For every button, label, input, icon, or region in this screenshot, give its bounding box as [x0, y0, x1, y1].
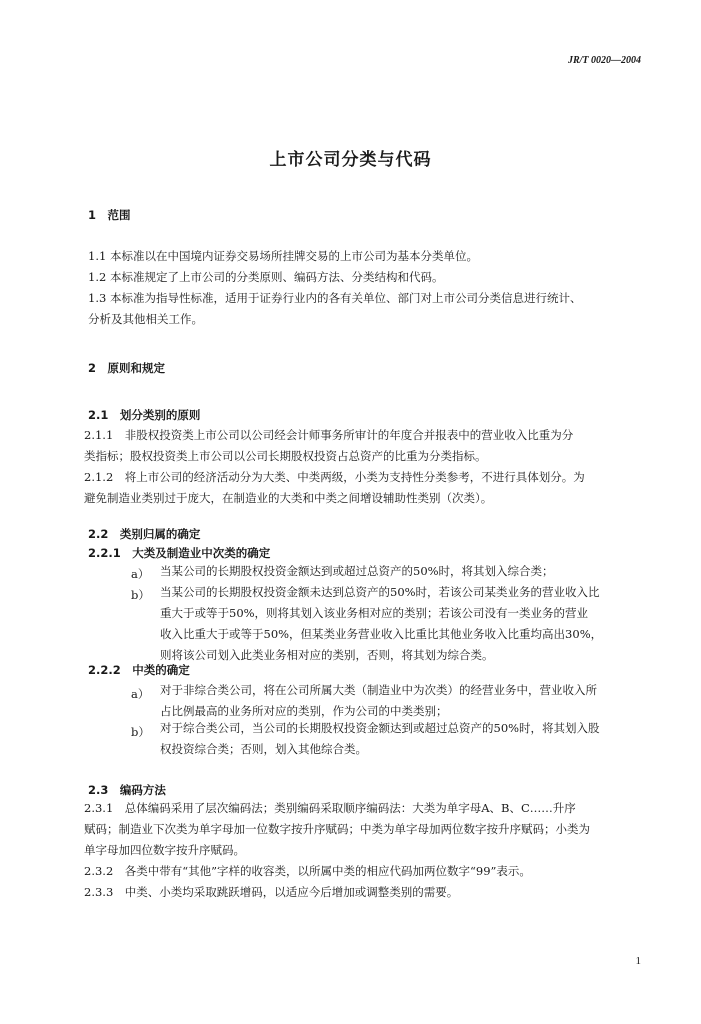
section-1-heading: 1 范围	[88, 208, 131, 222]
clause-2-1-1: 2.1.1 非股权投资类上市公司以公司经会计师事务所审计的年度合并报表中的营业收入比重为分	[84, 428, 574, 442]
item-label-a: a）	[131, 687, 150, 701]
item-label-a: a）	[131, 567, 150, 581]
item-2-2-1-a	[160, 561, 554, 582]
item-2-2-2-a	[160, 680, 597, 722]
item-text: 对于综合类公司，当公司的长期股权投资金额达到或超过总资产的50%时，将其划入股	[160, 721, 600, 735]
item-text: 当某公司的长期股权投资金额未达到总资产的50%时，若该公司某类业务的营业收入比	[160, 585, 600, 599]
section-2-3-heading: 2.3 编码方法	[88, 783, 166, 797]
clause-2-1-1-cont: 类指标；股权投资类上市公司以公司长期股权投资占总资产的比重为分类指标。	[84, 449, 487, 463]
item-text: 权投资综合类；否则，划入其他综合类。	[160, 742, 367, 756]
item-text: 占比例最高的业务所对应的类别，作为公司的中类类别；	[160, 704, 448, 718]
section-2-2-1-heading: 2.2.1 大类及制造业中次类的确定	[88, 546, 271, 560]
item-text: 当某公司的长期股权投资金额达到或超过总资产的50%时，将其划入综合类；	[160, 564, 554, 578]
item-text: 则将该公司划入此类业务相对应的类别，否则，将其划为综合类。	[160, 648, 494, 662]
clause-1-1: 1.1 本标准以在中国境内证券交易场所挂牌交易的上市公司为基本分类单位。	[88, 249, 478, 263]
standard-number: JR/T 0020—2004	[567, 55, 641, 66]
clause-1-3-cont: 分析及其他相关工作。	[88, 312, 203, 326]
section-2-heading: 2 原则和规定	[88, 361, 166, 375]
section-2-2-heading: 2.2 类别归属的确定	[88, 527, 201, 541]
section-1-body	[88, 246, 581, 330]
item-label-b: b）	[131, 588, 150, 602]
clause-2-1-2: 2.1.2 将上市公司的经济活动分为大类、中类两级，小类为支持性分类参考，不进行具体划分。为	[84, 470, 585, 484]
clause-1-3: 1.3 本标准为指导性标准，适用于证券行业内的各有关单位、部门对上市公司分类信息进行统计、	[88, 291, 582, 305]
section-2-2-2-heading: 2.2.2 中类的确定	[88, 663, 190, 677]
section-2-1-body	[84, 425, 585, 509]
item-2-2-2-b	[160, 718, 600, 760]
item-text: 收入比重大于或等于50%，但某类业务营业收入比重比其他业务收入比重均高出30%，	[160, 627, 603, 641]
page-number: 1	[635, 955, 641, 967]
item-2-2-1-b	[160, 582, 602, 666]
clause-2-3-1: 2.3.1 总体编码采用了层次编码法；类别编码采取顺序编码法：大类为单字母A、B、C……升序	[84, 801, 576, 815]
clause-2-1-2-cont: 避免制造业类别过于庞大，在制造业的大类和中类之间增设辅助性类别（次类）。	[84, 491, 493, 505]
clause-1-2: 1.2 本标准规定了上市公司的分类原则、编码方法、分类结构和代码。	[88, 270, 444, 284]
document-title: 上市公司分类与代码	[269, 150, 432, 170]
section-2-1-heading: 2.1 划分类别的原则	[88, 408, 201, 422]
clause-2-3-2: 2.3.2 各类中带有“其他”字样的收容类，以所属中类的相应代码加两位数字“99”表示。	[84, 864, 531, 878]
clause-2-3-1-cont: 单字母加四位数字按升序赋码。	[84, 843, 245, 857]
clause-2-3-3: 2.3.3 中类、小类均采取跳跃增码，以适应今后增加或调整类别的需要。	[84, 885, 459, 899]
item-text: 对于非综合类公司，将在公司所属大类（制造业中为次类）的经营业务中，营业收入所	[160, 683, 597, 697]
section-2-3-body	[84, 798, 590, 903]
item-text: 重大于或等于50%，则将其划入该业务相对应的类别；若该公司没有一类业务的营业	[160, 606, 589, 620]
clause-2-3-1-cont: 赋码；制造业下次类为单字母加一位数字按升序赋码；中类为单字母加两位数字按升序赋码；小类为	[84, 822, 590, 836]
item-label-b: b）	[131, 725, 150, 739]
